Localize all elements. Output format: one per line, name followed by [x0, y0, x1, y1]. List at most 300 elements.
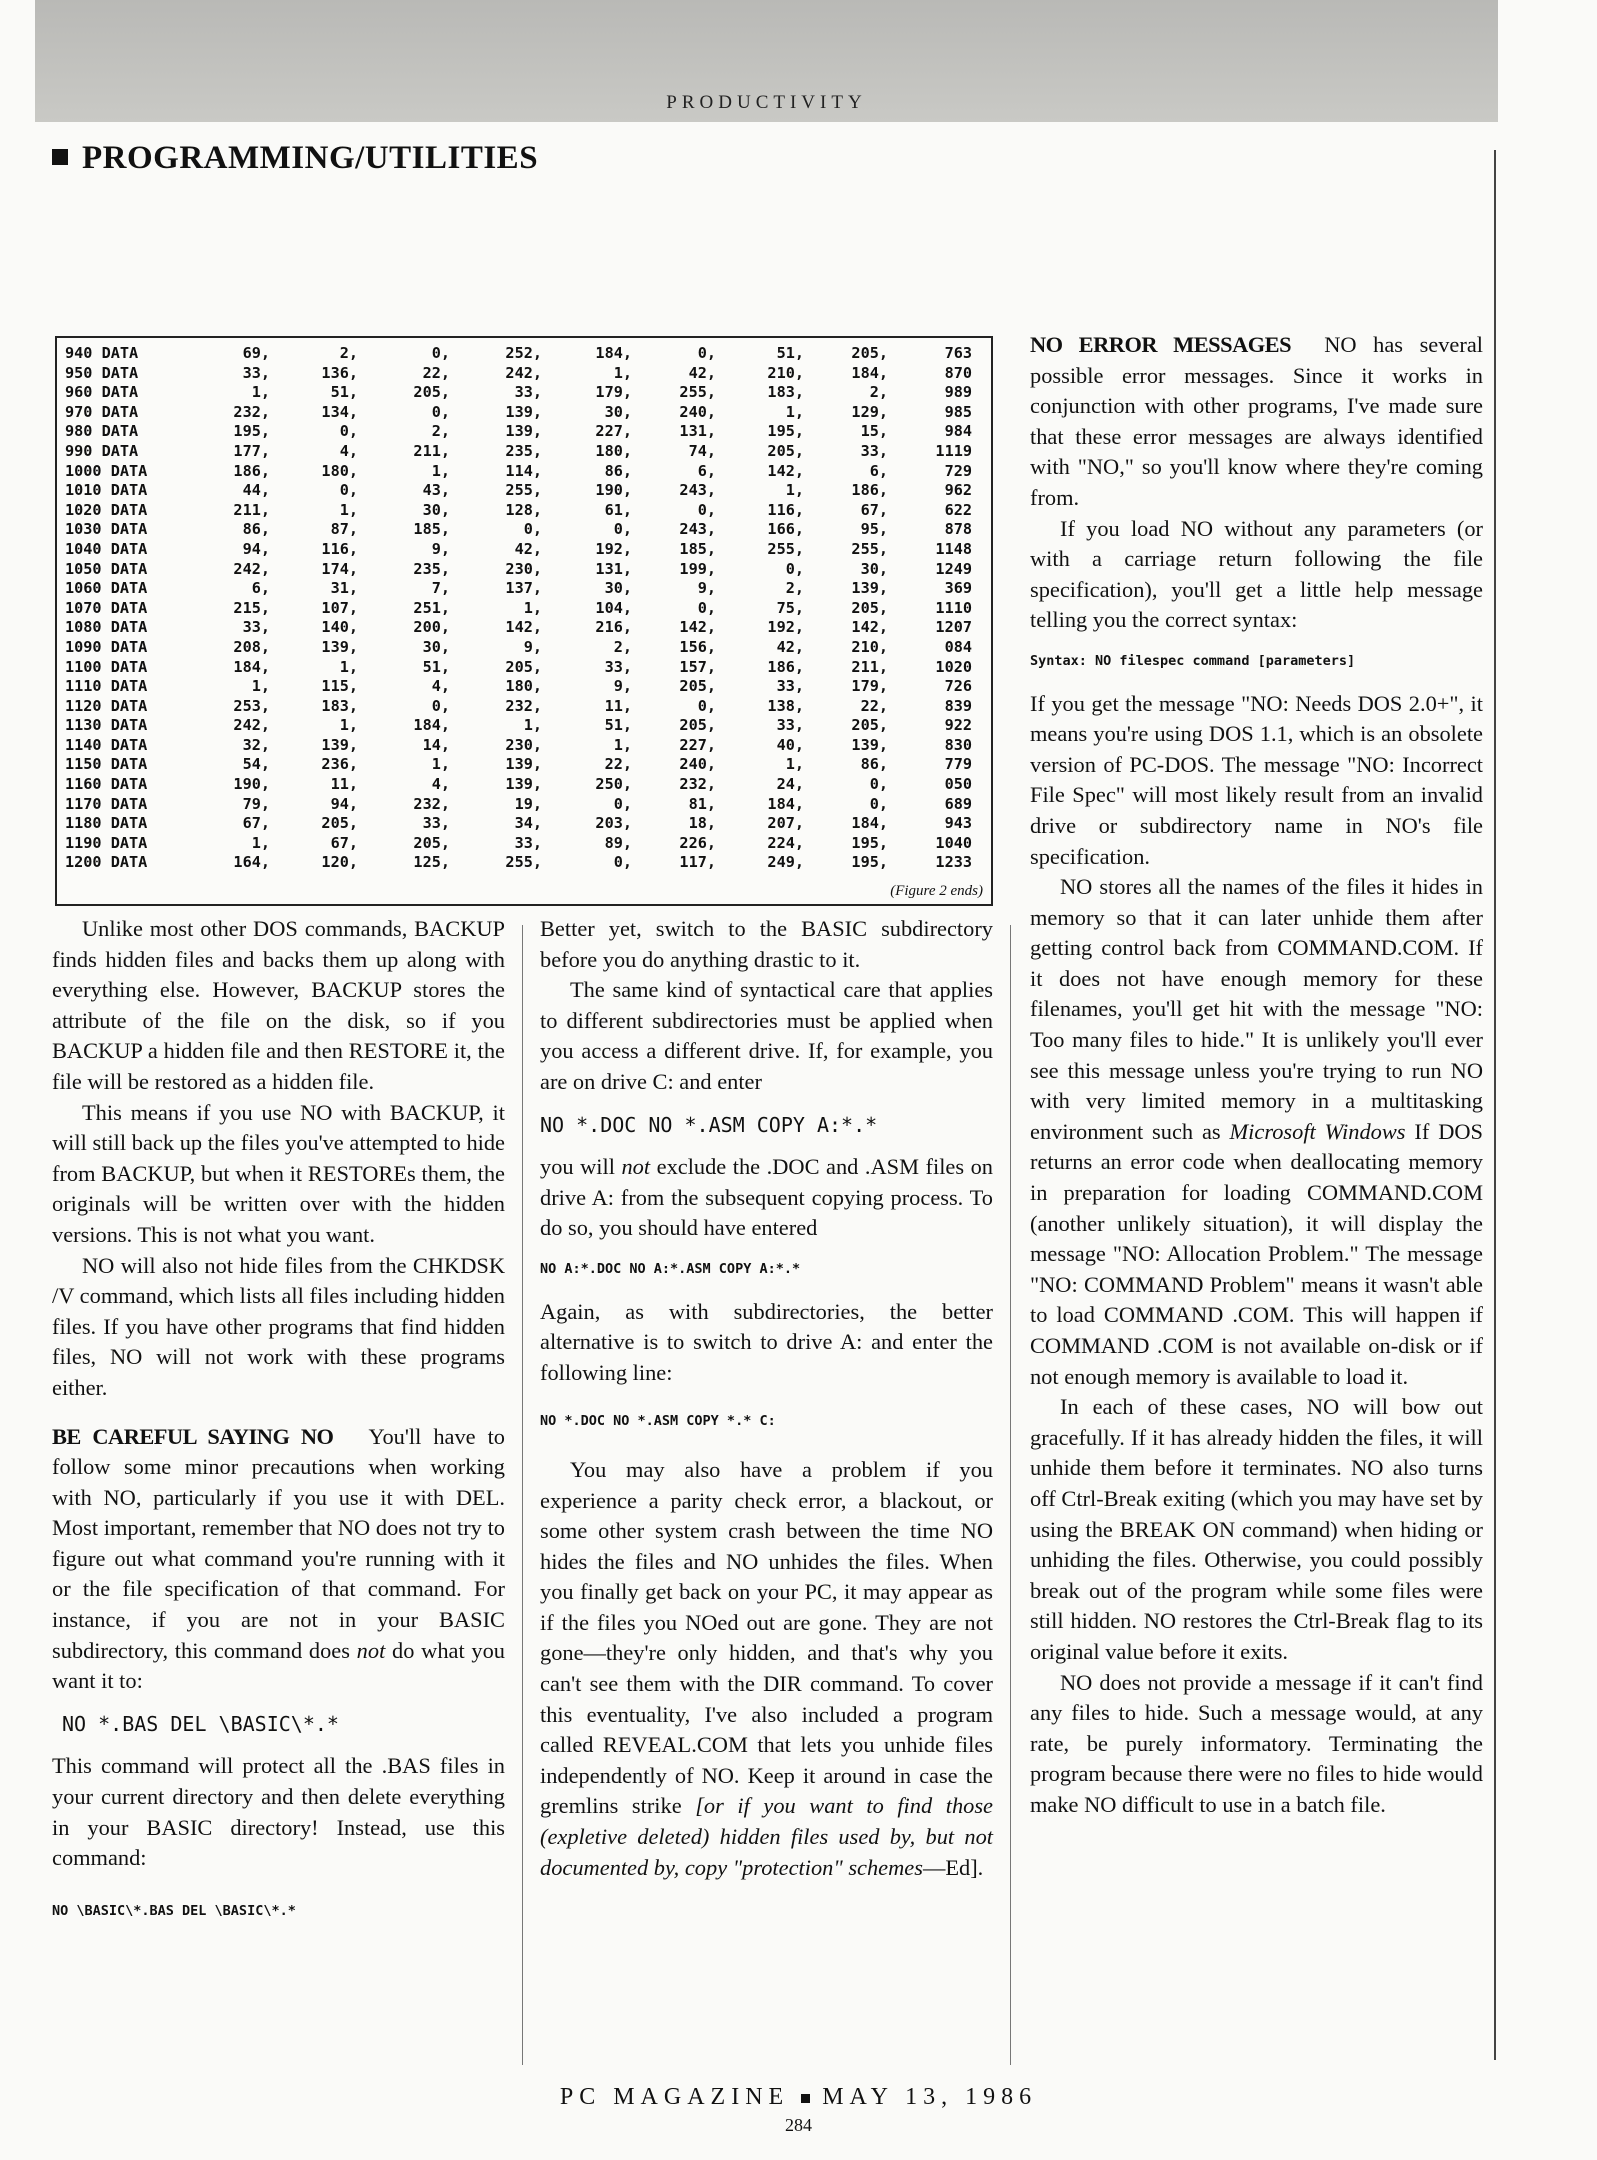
data-value: 9,: [523, 637, 542, 656]
data-value: 211,: [851, 657, 888, 676]
data-value: 6,: [251, 579, 270, 598]
data-value: 131,: [595, 559, 632, 578]
data-value: 9,: [613, 677, 632, 696]
line-label: 940 DATA: [65, 344, 139, 362]
data-value: 184,: [767, 794, 804, 813]
listing-row: [65, 579, 972, 599]
data-value: 1,: [431, 461, 450, 480]
data-value: 139,: [321, 735, 358, 754]
paragraph: [1030, 872, 1483, 1392]
line-label: 1080 DATA: [65, 618, 148, 637]
data-value: 51,: [776, 344, 804, 362]
data-value: 1148: [935, 539, 972, 558]
data-value: 227,: [679, 735, 716, 754]
listing-row: [65, 560, 972, 580]
data-value: 1,: [785, 755, 804, 774]
data-value: 0,: [697, 598, 716, 617]
listing-row: [65, 834, 972, 854]
data-value: 137,: [505, 579, 542, 598]
line-label: 960 DATA: [65, 383, 139, 402]
data-value: 81,: [688, 794, 716, 813]
data-value: 195,: [851, 833, 888, 852]
data-value: 1,: [785, 402, 804, 421]
data-value: 1020: [935, 657, 972, 676]
data-value: 242,: [233, 716, 270, 735]
data-value: 86,: [604, 461, 632, 480]
data-value: 235,: [505, 441, 542, 460]
data-value: 050: [944, 775, 972, 794]
data-value: 227,: [595, 422, 632, 441]
data-value: 255,: [851, 539, 888, 558]
data-value: 255,: [505, 853, 542, 872]
code-line: NO \BASIC\*.BAS DEL \BASIC\*.*: [52, 1902, 296, 1919]
data-value: 120,: [321, 853, 358, 872]
listing-row: [65, 344, 972, 364]
data-value: 255,: [767, 539, 804, 558]
data-value: 1,: [251, 833, 270, 852]
data-value: 142,: [679, 618, 716, 637]
data-value: 210,: [767, 363, 804, 382]
data-value: 142,: [767, 461, 804, 480]
data-value: 164,: [233, 853, 270, 872]
listing-row: [65, 383, 972, 403]
paragraph-text: You'll have to follow some minor precautions when working with NO, particularly if you use it with DEL. Most important, remember that NO does not try to figure out what command you're running with it or the file specification of that command. For instance, if you are not in your BASIC subdirectory, this command does: [52, 1423, 505, 1663]
data-value: 86,: [242, 520, 270, 539]
data-value: 33,: [242, 363, 270, 382]
paragraph: [52, 1422, 505, 1697]
data-value: 186,: [767, 657, 804, 676]
data-value: 0,: [523, 520, 542, 539]
data-value: 183,: [321, 696, 358, 715]
data-value: 30,: [604, 579, 632, 598]
data-value: 210,: [851, 637, 888, 656]
data-value: 2,: [785, 579, 804, 598]
data-value: 2,: [869, 383, 888, 402]
data-value: 180,: [595, 441, 632, 460]
page-title-text: PROGRAMMING/UTILITIES: [82, 140, 539, 176]
data-value: 33,: [242, 618, 270, 637]
data-value: 763: [944, 344, 972, 362]
data-value: 6,: [697, 461, 716, 480]
code-line: NO *.DOC NO *.ASM COPY A:*.*: [540, 1112, 878, 1137]
page-title: [52, 140, 538, 177]
data-value: 1,: [251, 677, 270, 696]
data-value: 242,: [233, 559, 270, 578]
line-label: 1090 DATA: [65, 637, 148, 656]
line-label: 1120 DATA: [65, 696, 148, 715]
line-label: 980 DATA: [65, 422, 139, 441]
data-value: 369: [944, 579, 972, 598]
line-label: 1170 DATA: [65, 794, 148, 813]
paragraph: [1030, 330, 1483, 514]
line-label: 1180 DATA: [65, 814, 148, 833]
data-value: 252,: [505, 344, 542, 362]
paragraph-text: NO stores all the names of the files it hides in memory so that it can later unhide them after getting control back from COMMAND.COM. If it does not have enough memory for these filenames, you'll get hit with the message "NO: Too many files to hide." It is unlikely you'll ever see this message unless you're trying to run NO with very limited memory in a multitasking environment such as: [1030, 874, 1483, 1144]
paragraph: If you get the message "NO: Needs DOS 2.0+", it means you're using DOS 1.1, which is an obsolete version of PC-DOS. The message "NO: Incorrect File Spec" will most likely result from an invalid drive or subdirectory name in NO's file specification.: [1030, 690, 1483, 869]
data-value: 205,: [413, 833, 450, 852]
data-value: 9,: [697, 579, 716, 598]
data-value: 42,: [514, 539, 542, 558]
data-value: 61,: [604, 500, 632, 519]
data-value: 984: [944, 422, 972, 441]
data-value: 205,: [679, 677, 716, 696]
data-value: 240,: [679, 402, 716, 421]
data-value: 216,: [595, 618, 632, 637]
data-value: 134,: [321, 402, 358, 421]
data-value: 107,: [321, 598, 358, 617]
paragraph: This command will protect all the .BAS files in your current directory and then delete everything in your BASIC directory! Instead, use this command:: [52, 1753, 505, 1871]
data-value: 166,: [767, 520, 804, 539]
data-value: 184,: [851, 814, 888, 833]
column-3: [1030, 330, 1483, 1821]
data-value: 232,: [679, 775, 716, 794]
data-value: 11,: [330, 775, 358, 794]
data-value: 67,: [242, 814, 270, 833]
data-value: 205,: [767, 441, 804, 460]
data-value: 184,: [851, 363, 888, 382]
data-value: 136,: [321, 363, 358, 382]
paragraph-text: exclude the .DOC and .ASM files on drive A: from the subsequent copying process. To do so, you should have entered: [540, 1154, 993, 1241]
data-value: 729: [944, 461, 972, 480]
listing-row: [65, 736, 972, 756]
data-value: 1119: [935, 441, 972, 460]
column-rule: [522, 925, 523, 2065]
data-value: 33,: [514, 833, 542, 852]
data-value: 114,: [505, 461, 542, 480]
data-value: 226,: [679, 833, 716, 852]
paragraph-text: NO has several possible error messages. Since it works in conjunction with other programs, I've made sure that these error messages are always identified with "NO," so you'll know where they're coming from.: [1030, 332, 1483, 510]
data-value: 251,: [413, 598, 450, 617]
data-value: 989: [944, 383, 972, 402]
data-value: 253,: [233, 696, 270, 715]
line-label: 1130 DATA: [65, 716, 148, 735]
paragraph: Better yet, switch to the BASIC subdirectory before you do anything drastic to it.: [540, 916, 993, 972]
data-value: 184,: [233, 657, 270, 676]
data-value: 255,: [679, 383, 716, 402]
data-value: 18,: [688, 814, 716, 833]
data-value: 084: [944, 637, 972, 656]
data-value: 30,: [422, 500, 450, 519]
listing-row: [65, 775, 972, 795]
data-value: 139,: [321, 637, 358, 656]
data-value: 179,: [851, 677, 888, 696]
line-label: 1140 DATA: [65, 735, 148, 754]
data-value: 2,: [431, 422, 450, 441]
data-value: 79,: [242, 794, 270, 813]
data-value: 24,: [776, 775, 804, 794]
paragraph: NO does not provide a message if it can't find any files to hide. Such a message would, at any rate, be purely informatory. Terminating the program because there were no files to hide would make NO difficult to use in a batch file.: [1030, 1669, 1483, 1817]
listing-row: [65, 599, 972, 619]
right-border-rule: [1494, 150, 1496, 2060]
data-value: 0,: [697, 696, 716, 715]
data-value: 1,: [339, 657, 358, 676]
line-label: 1040 DATA: [65, 539, 148, 558]
data-value: 74,: [688, 441, 716, 460]
listing-row: [65, 716, 972, 736]
code-line: NO *.BAS DEL \BASIC\*.*: [62, 1711, 339, 1736]
data-value: 1,: [251, 383, 270, 402]
data-value: 89,: [604, 833, 632, 852]
line-label: 1030 DATA: [65, 520, 148, 539]
data-value: 1110: [935, 598, 972, 617]
data-value: 67,: [860, 500, 888, 519]
data-value: 157,: [679, 657, 716, 676]
line-label: 1190 DATA: [65, 833, 148, 852]
data-value: 138,: [767, 696, 804, 715]
data-value: 1,: [431, 755, 450, 774]
data-value: 243,: [679, 481, 716, 500]
data-value: 211,: [233, 500, 270, 519]
data-value: 0,: [339, 422, 358, 441]
data-value: 207,: [767, 814, 804, 833]
data-value: 2,: [339, 344, 358, 362]
paragraph-text: —Ed].: [922, 1854, 984, 1880]
data-value: 211,: [413, 441, 450, 460]
data-value: 142,: [505, 618, 542, 637]
line-label: 1000 DATA: [65, 461, 148, 480]
data-value: 190,: [595, 481, 632, 500]
data-value: 139,: [851, 579, 888, 598]
data-value: 184,: [595, 344, 632, 362]
data-value: 139,: [505, 402, 542, 421]
data-value: 139,: [851, 735, 888, 754]
emphasis: not: [356, 1637, 386, 1663]
data-value: 179,: [595, 383, 632, 402]
code-line: Syntax: NO filespec command [parameters]: [1030, 652, 1356, 669]
data-value: 205,: [851, 716, 888, 735]
bullet-square: [52, 149, 68, 165]
data-value: 22,: [422, 363, 450, 382]
data-value: 54,: [242, 755, 270, 774]
subhead: BE CAREFUL SAYING NO: [52, 1423, 334, 1449]
data-value: 0,: [613, 794, 632, 813]
line-label: 1150 DATA: [65, 755, 148, 774]
data-value: 75,: [776, 598, 804, 617]
data-value: 205,: [679, 716, 716, 735]
data-value: 185,: [413, 520, 450, 539]
data-value: 94,: [242, 539, 270, 558]
data-value: 232,: [233, 402, 270, 421]
data-value: 205,: [321, 814, 358, 833]
data-value: 33,: [422, 814, 450, 833]
line-label: 1100 DATA: [65, 657, 148, 676]
data-value: 195,: [233, 422, 270, 441]
data-value: 115,: [321, 677, 358, 696]
line-label: 1060 DATA: [65, 579, 148, 598]
listing-row: [65, 795, 972, 815]
data-value: 839: [944, 696, 972, 715]
listing-row: [65, 814, 972, 834]
code-line: NO *.DOC NO *.ASM COPY *.* C:: [540, 1413, 776, 1430]
data-value: 125,: [413, 853, 450, 872]
data-value: 139,: [505, 422, 542, 441]
data-value: 215,: [233, 598, 270, 617]
data-value: 51,: [330, 383, 358, 402]
data-value: 14,: [422, 735, 450, 754]
paragraph: NO will also not hide files from the CHKDSK /V command, which lists all files including hidden files. If you have other programs that find hidden files, NO will not work with these programs either.: [52, 1252, 505, 1400]
data-value: 129,: [851, 402, 888, 421]
paragraph: If you load NO without any parameters (or with a carriage return following the file specification), you'll get a little help message telling you the correct syntax:: [1030, 515, 1483, 633]
data-value: 86,: [860, 755, 888, 774]
data-value: 232,: [505, 696, 542, 715]
data-value: 224,: [767, 833, 804, 852]
data-value: 104,: [595, 598, 632, 617]
data-value: 0,: [431, 696, 450, 715]
line-label: 1050 DATA: [65, 559, 148, 578]
data-value: 985: [944, 402, 972, 421]
paragraph: This means if you use NO with BACKUP, it will still back up the files you've attempted to hide from BACKUP, but when it RESTOREs them, the originals will be written over with the hidden versions. This is not what you want.: [52, 1099, 505, 1247]
data-value: 205,: [851, 344, 888, 362]
column-2: [540, 914, 993, 1883]
data-value: 0,: [697, 344, 716, 362]
page-number: 284: [785, 2115, 812, 2135]
data-value: 31,: [330, 579, 358, 598]
data-value: 0,: [613, 520, 632, 539]
data-value: 180,: [321, 461, 358, 480]
line-label: 1020 DATA: [65, 500, 148, 519]
column-1: [52, 914, 505, 1938]
data-value: 51,: [604, 716, 632, 735]
data-value: 32,: [242, 735, 270, 754]
data-value: 4,: [431, 775, 450, 794]
data-value: 94,: [330, 794, 358, 813]
paragraph-text: If DOS returns an error code when deallocating memory in preparation for loading COMMAND.COM (another unlikely situation), it will display the message "NO: Allocation Problem." The message "NO: COMMAND Problem" means it wasn't able to load COMMAND .COM. This will happen if COMMAND .COM is not available on-disk or if not enough memory is available to load it.: [1030, 1118, 1483, 1389]
column-rule: [1010, 925, 1011, 2065]
data-value: 0,: [431, 344, 450, 362]
data-value: 208,: [233, 637, 270, 656]
data-value: 34,: [514, 814, 542, 833]
listing-row: [65, 442, 972, 462]
figure-caption: (Figure 2 ends): [890, 883, 983, 899]
code-line: NO A:*.DOC NO A:*.ASM COPY A:*.*: [540, 1260, 801, 1277]
data-value: 235,: [413, 559, 450, 578]
paragraph: In each of these cases, NO will bow out gracefully. If it has already hidden the files, it will unhide them before it terminates. NO also turns off Ctrl-Break exiting (which you may have set by using the BREAK ON command) when hiding or unhiding the files. Otherwise, you could possibly break out of the program while some files were still hidden. NO restores the Ctrl-Break flag to its original value before it exits.: [1030, 1394, 1483, 1664]
line-label: 1160 DATA: [65, 775, 148, 794]
data-value: 139,: [505, 775, 542, 794]
magazine-name: PC MAGAZINE: [559, 2084, 790, 2110]
listing-row: [65, 697, 972, 717]
data-value: 43,: [422, 481, 450, 500]
listing-row: [65, 501, 972, 521]
data-value: 1,: [613, 363, 632, 382]
paragraph: [540, 1152, 993, 1244]
line-label: 1200 DATA: [65, 853, 148, 872]
data-value: 11,: [604, 696, 632, 715]
listing-row: [65, 638, 972, 658]
data-value: 0,: [785, 559, 804, 578]
data-value: 622: [944, 500, 972, 519]
data-value: 0,: [869, 794, 888, 813]
data-value: 116,: [767, 500, 804, 519]
data-value: 4,: [339, 441, 358, 460]
data-value: 186,: [851, 481, 888, 500]
data-value: 40,: [776, 735, 804, 754]
data-value: 236,: [321, 755, 358, 774]
data-value: 33,: [776, 677, 804, 696]
data-value: 203,: [595, 814, 632, 833]
paragraph-text: do what you want it to:: [52, 1637, 505, 1694]
data-value: 0,: [869, 775, 888, 794]
data-value: 250,: [595, 775, 632, 794]
data-value: 6,: [869, 461, 888, 480]
data-value: 830: [944, 735, 972, 754]
data-value: 962: [944, 481, 972, 500]
data-value: 33,: [604, 657, 632, 676]
data-value: 195,: [767, 422, 804, 441]
data-value: 1040: [935, 833, 972, 852]
listing-row: [65, 403, 972, 423]
data-value: 4,: [431, 677, 450, 696]
data-value: 1,: [523, 716, 542, 735]
data-value: 184,: [413, 716, 450, 735]
data-value: 192,: [595, 539, 632, 558]
data-value: 22,: [604, 755, 632, 774]
data-value: 183,: [767, 383, 804, 402]
emphasis: [or if you want to find those (expletive deleted) hidden files used by, but not documented by, copy "protection" schemes: [540, 1793, 993, 1880]
emphasis: not: [621, 1154, 651, 1180]
data-value: 0,: [339, 481, 358, 500]
data-value: 177,: [233, 441, 270, 460]
listing-row: [65, 364, 972, 384]
data-value: 726: [944, 677, 972, 696]
data-value: 689: [944, 794, 972, 813]
listing-row: [65, 540, 972, 560]
figure-listing: [55, 336, 993, 906]
data-value: 15,: [860, 422, 888, 441]
data-value: 230,: [505, 735, 542, 754]
data-value: 1,: [785, 481, 804, 500]
data-value: 1233: [935, 853, 972, 872]
listing-row: [65, 755, 972, 775]
line-label: 950 DATA: [65, 363, 139, 382]
data-listing-table: [65, 344, 972, 873]
data-value: 190,: [233, 775, 270, 794]
data-value: 174,: [321, 559, 358, 578]
listing-row: [65, 618, 972, 638]
line-label: 1070 DATA: [65, 598, 148, 617]
data-value: 140,: [321, 618, 358, 637]
data-value: 42,: [776, 637, 804, 656]
data-value: 67,: [330, 833, 358, 852]
data-value: 22,: [860, 696, 888, 715]
data-value: 30,: [860, 559, 888, 578]
data-value: 1249: [935, 559, 972, 578]
line-label: 1010 DATA: [65, 481, 148, 500]
data-value: 249,: [767, 853, 804, 872]
data-value: 180,: [505, 677, 542, 696]
data-value: 156,: [679, 637, 716, 656]
data-value: 142,: [851, 618, 888, 637]
footer: [0, 2084, 1597, 2111]
data-value: 7,: [431, 579, 450, 598]
data-value: 242,: [505, 363, 542, 382]
listing-row: [65, 422, 972, 442]
data-value: 1207: [935, 618, 972, 637]
data-value: 2,: [613, 637, 632, 656]
data-value: 139,: [505, 755, 542, 774]
data-value: 230,: [505, 559, 542, 578]
section-label: PRODUCTIVITY: [666, 92, 867, 113]
data-value: 87,: [330, 520, 358, 539]
data-value: 69,: [242, 344, 270, 362]
data-value: 779: [944, 755, 972, 774]
data-value: 255,: [505, 481, 542, 500]
data-value: 199,: [679, 559, 716, 578]
data-value: 1,: [613, 735, 632, 754]
line-label: 990 DATA: [65, 441, 139, 460]
data-value: 33,: [776, 716, 804, 735]
data-value: 0,: [613, 853, 632, 872]
